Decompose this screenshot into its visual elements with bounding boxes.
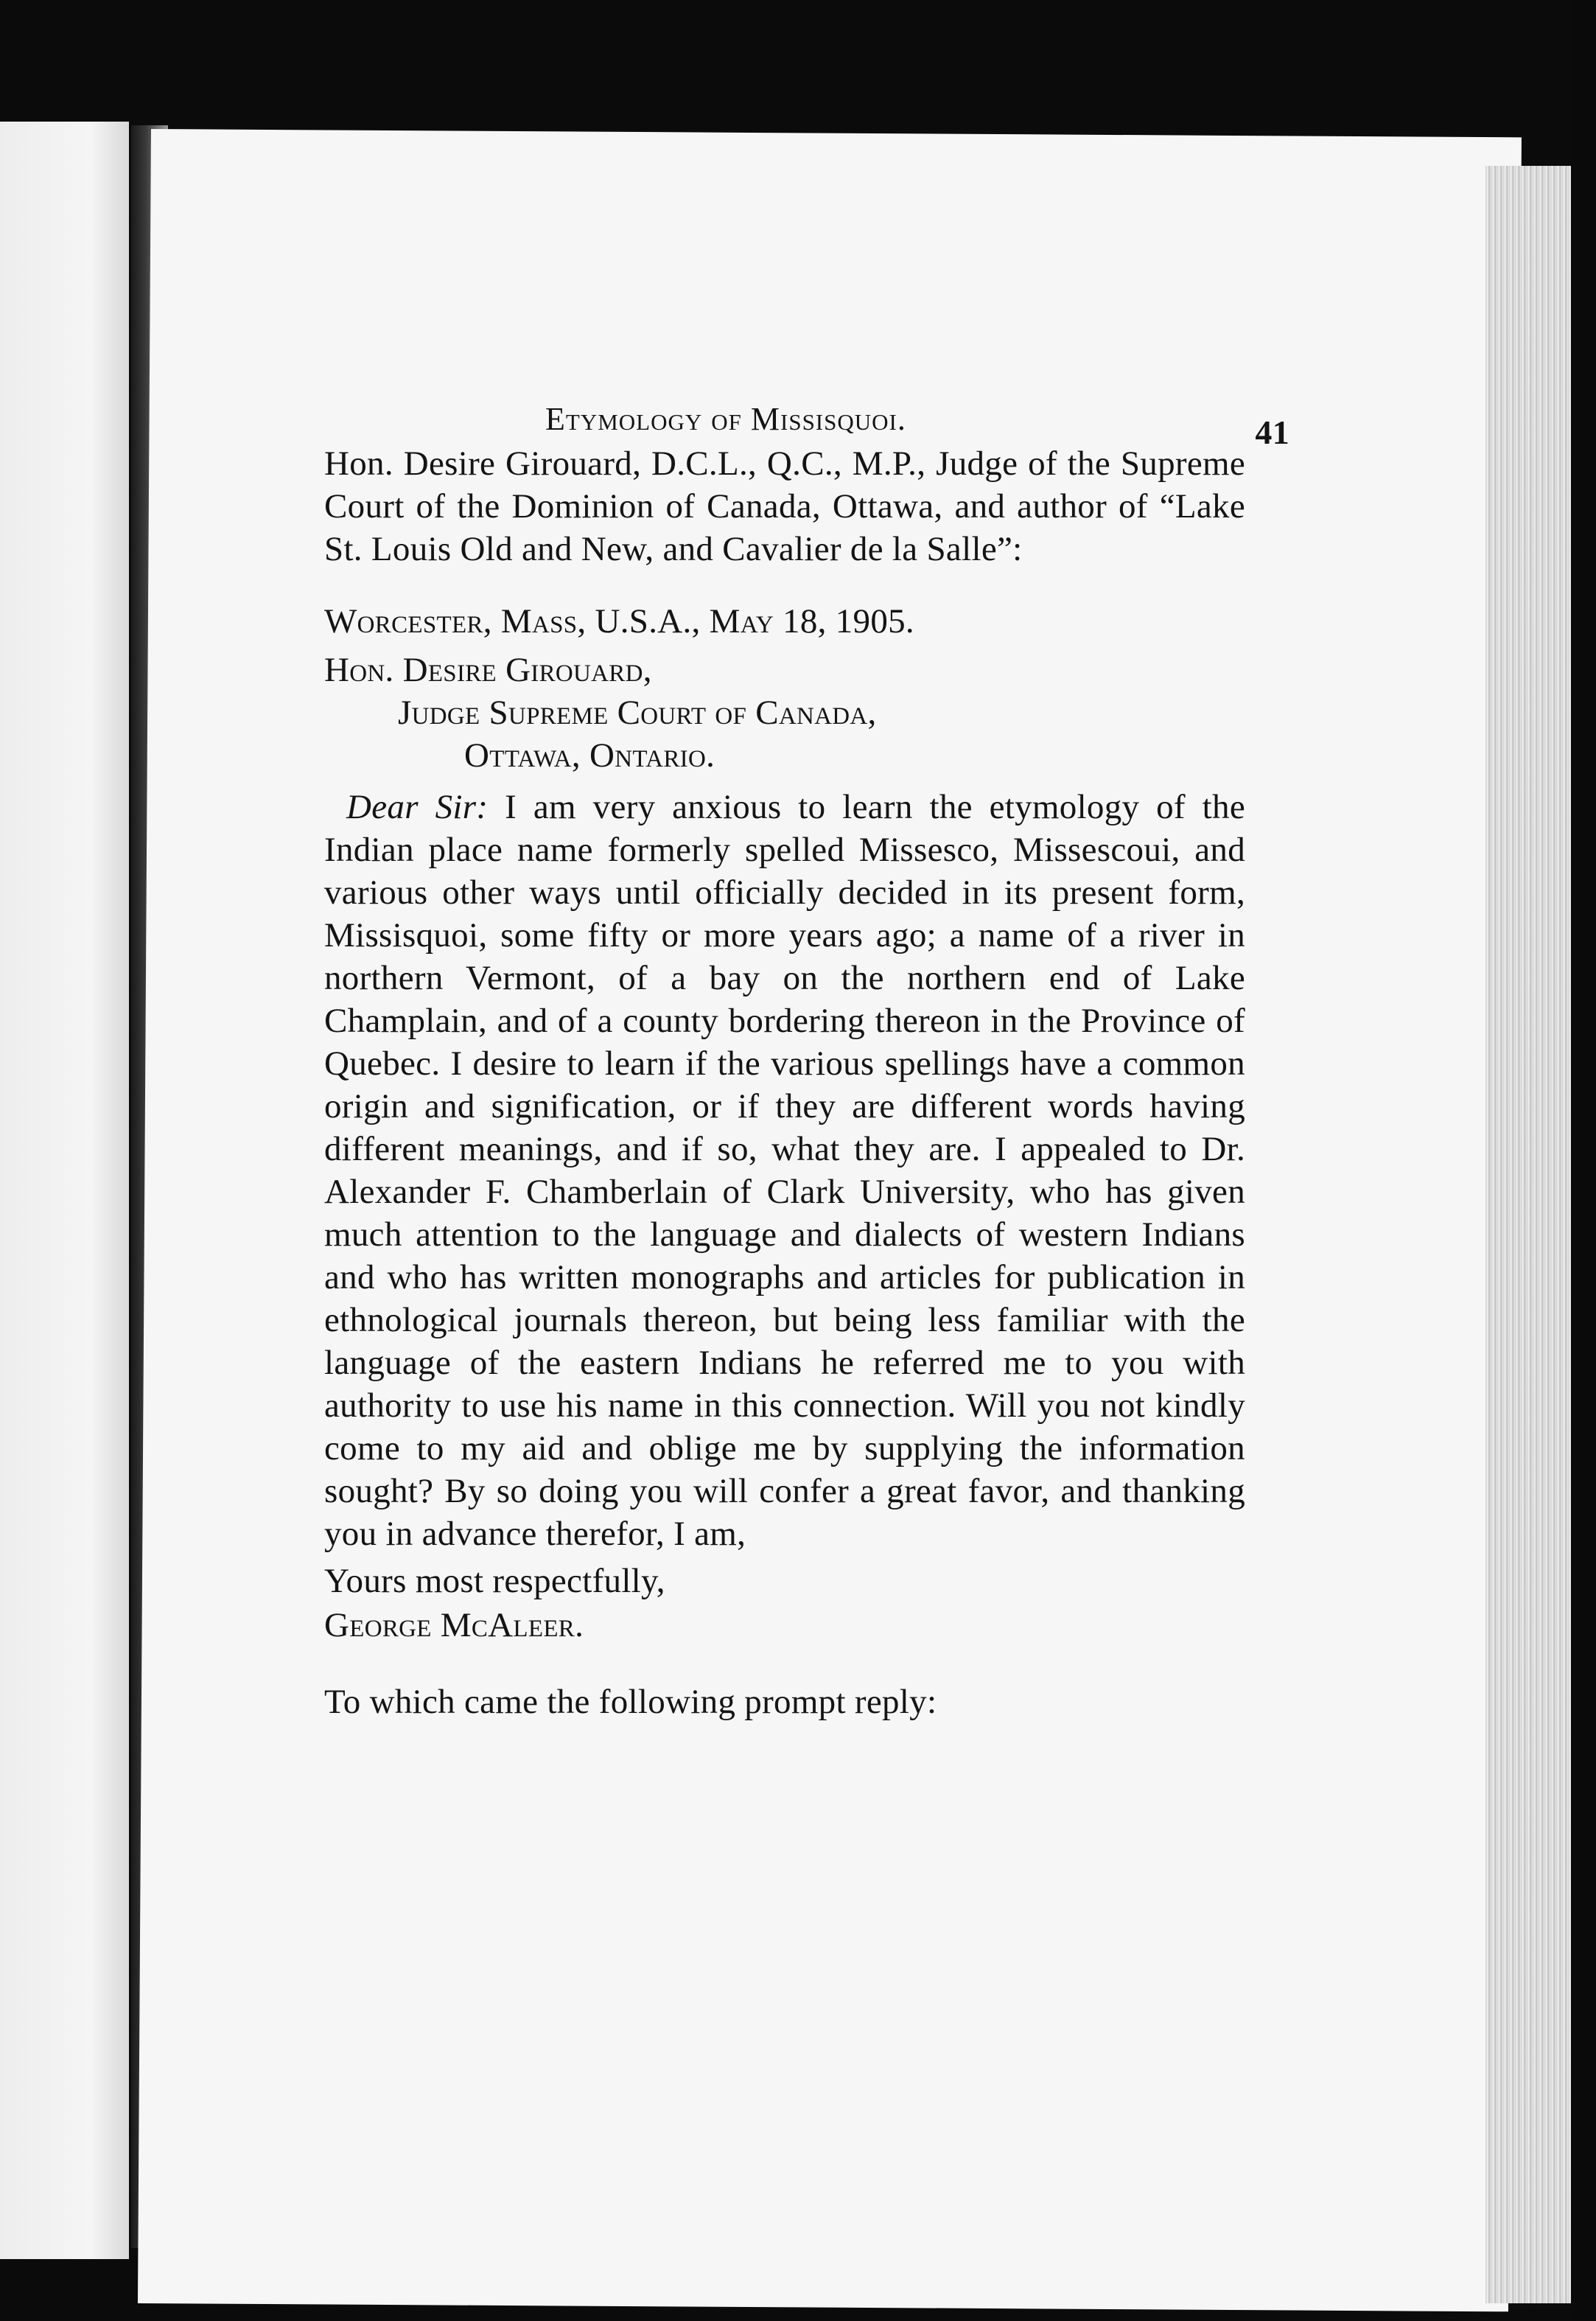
- address-line-1: Hon. Desire Girouard,: [324, 651, 652, 689]
- letter-body-text: I am very anxious to learn the etymology of the Indian place name formerly spelled Missesco, Missescoui, and various other ways until officially decided in its present form, Missisquoi, some fifty or more years ago; a name of a river in northern Vermont, of a bay on the northern end of Lake Champlain, and of a county bordering thereon in the Province of Quebec. I desire to learn if the various spellings have a common origin and signification, or if they are different words having different meanings, and if so, what they are. I appealed to Dr. Alexander F. Chamberlain of Clark University, who has given much attention to the language and dialects of western Indians and who has written monographs and articles for publication in ethnological journals thereon, but being less familiar with the language of the eastern Indians he referred me to you with authority to use his name in this connection. Will you not kindly come to my aid and oblige me by supplying the information sought? By so doing you will confer a great favor, and thanking you in advance therefor, I am,: [324, 788, 1246, 1553]
- address-line-3: Ottawa, Ontario.: [464, 736, 715, 775]
- letter-salutation: Dear Sir:: [346, 788, 489, 826]
- scan-border: [1571, 0, 1596, 2321]
- adjacent-page: [0, 122, 129, 2259]
- letter-closing: Yours most respectfully,: [324, 1562, 665, 1600]
- letter-signature: George McAleer.: [324, 1606, 584, 1644]
- page-edges: [1485, 166, 1574, 2303]
- letter-dateline: Worcester, Mass, U.S.A., May 18, 1905.: [324, 602, 914, 641]
- intro-paragraph: Hon. Desire Girouard, D.C.L., Q.C., M.P., Judge of the Supreme Court of the Dominion of Canada, Ottawa, and author of “Lake St. Louis Old and New, and Cavalier de la Salle”:: [324, 444, 1245, 568]
- address-line-2: Judge Supreme Court of Canada,: [398, 694, 877, 732]
- reply-intro: To which came the following prompt reply:: [324, 1683, 937, 1721]
- letter-body: [324, 786, 1245, 1555]
- running-head: Etymology of Missisquoi.: [545, 401, 906, 437]
- page-number: 41: [1255, 413, 1289, 451]
- page-header: [324, 391, 1289, 451]
- page-content: [324, 391, 1289, 1723]
